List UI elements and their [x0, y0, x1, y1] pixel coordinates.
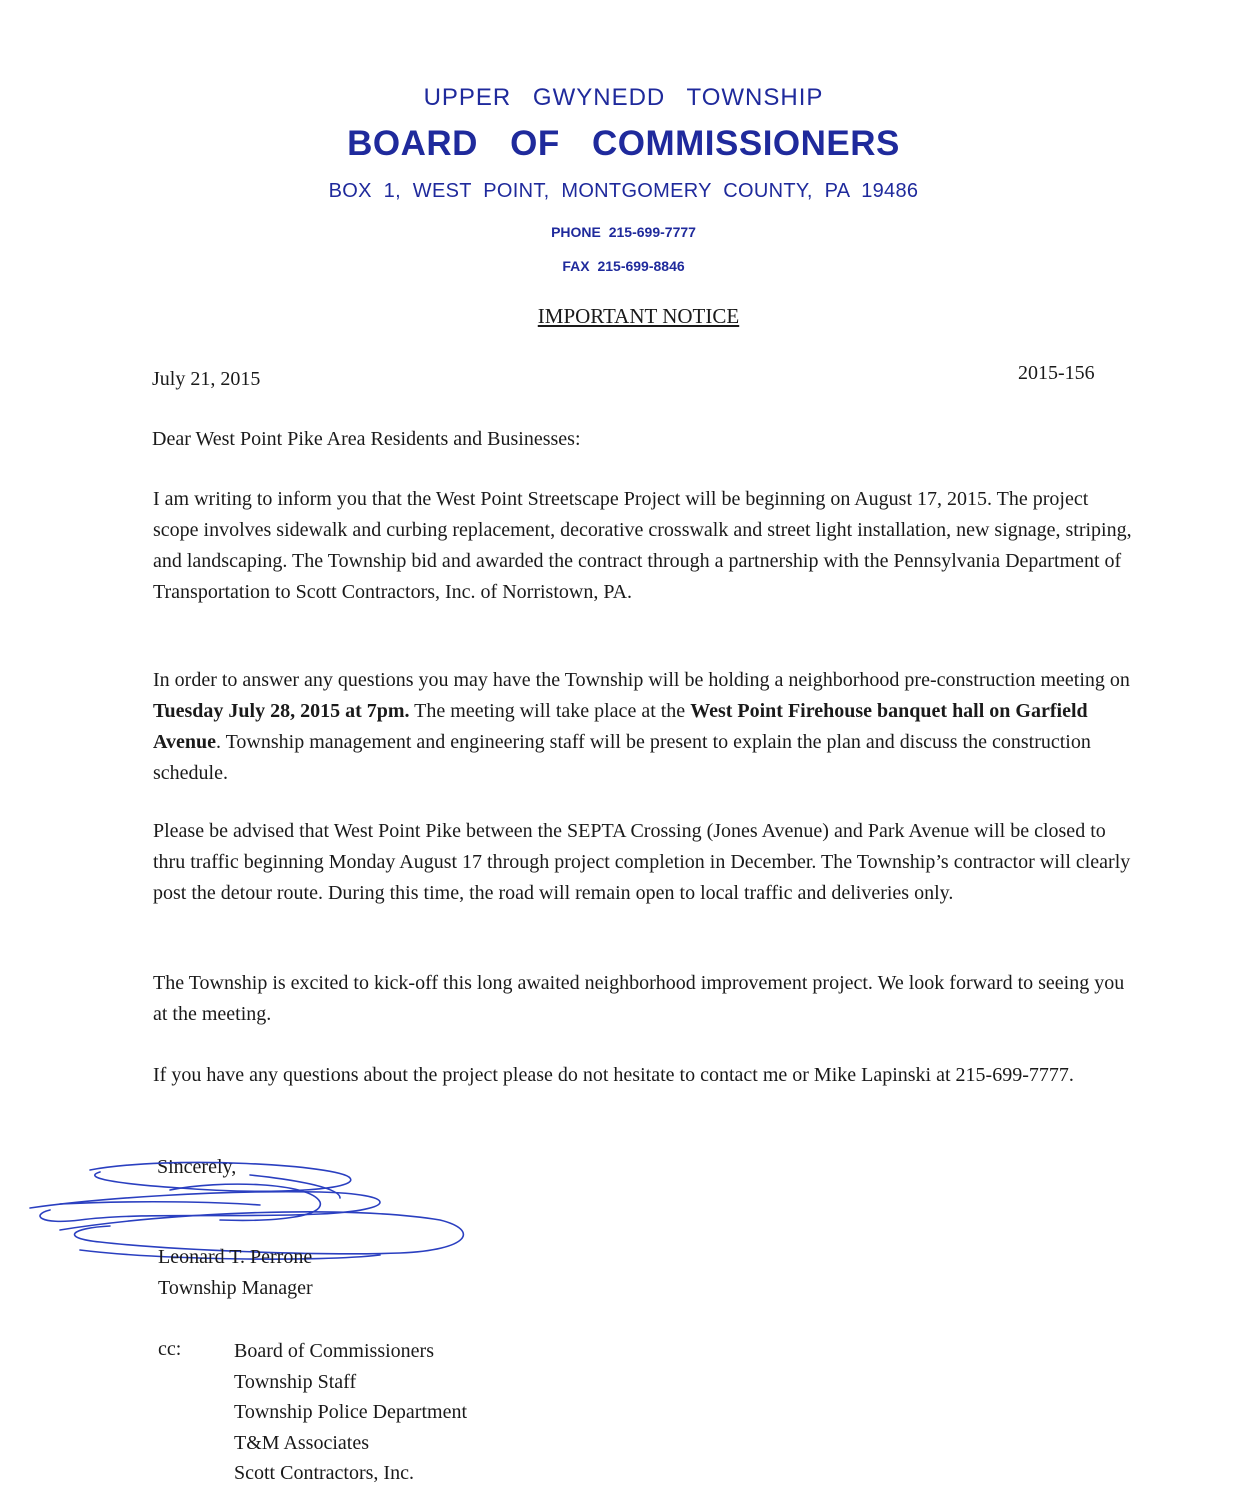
- cc-recipient: Township Staff: [234, 1370, 357, 1393]
- meeting-text-2: The meeting will take place at the: [409, 700, 691, 722]
- cc-recipient: T&M Associates: [234, 1431, 369, 1454]
- meeting-location: West Point Firehouse banquet hall on Garfield Avenue: [153, 700, 1088, 753]
- salutation: Dear West Point Pike Area Residents and Businesses:: [152, 428, 581, 450]
- cc-recipient: Board of Commissioners: [234, 1340, 434, 1362]
- meeting-text-3: . Township management and engineering staff will be present to explain the plan and discuss the construction schedule.: [153, 731, 1091, 784]
- paragraph-project-start: I am writing to inform you that the West Point Streetscape Project will be beginning on August 17, 2015. The project scope involves sidewalk and curbing replacement, decorative crosswalk and street light installation, new signage, striping, and landscaping. The Township bid and awarded the contract through a partnership with the Pennsylvania Department of Transportation to Scott Contractors, Inc. of Norristown, PA.: [153, 488, 1132, 603]
- cc-recipient: Scott Contractors, Inc.: [234, 1462, 414, 1484]
- cc-recipient-list: [234, 1336, 467, 1489]
- reference-number: 2015-156: [1018, 362, 1095, 384]
- paragraph-meeting: [153, 665, 1133, 789]
- paragraph-contact: If you have any questions about the project please do not hesitate to contact me or Mike Lapinski at 215-699-7777.: [153, 1064, 1074, 1086]
- notice-title: [0, 304, 1247, 329]
- cc-label: cc:: [158, 1338, 182, 1360]
- cc-recipient: Township Police Department: [234, 1401, 467, 1423]
- meeting-text-1: In order to answer any questions you may have the Township will be holding a neighborhood pre-construction meeting on: [153, 669, 1130, 691]
- letterhead-address: BOX 1, WEST POINT, MONTGOMERY COUNTY, PA 19486: [328, 180, 919, 202]
- signer-name: Leonard T. Perrone: [158, 1246, 313, 1268]
- paragraph-excitement: The Township is excited to kick-off this long awaited neighborhood improvement project. We look forward to seeing you at the meeting.: [153, 972, 1125, 1025]
- letter-date: July 21, 2015: [152, 368, 261, 390]
- letterhead-phone: PHONE 215-699-7777: [551, 224, 696, 240]
- paragraph-road-closure: Please be advised that West Point Pike between the SEPTA Crossing (Jones Avenue) and Park Avenue will be closed to thru traffic beginning Monday August 17 through project completion in December. The Township’s contractor will clearly post the detour route. During this time, the road will remain open to local traffic and deliveries only.: [153, 820, 1131, 904]
- closing: Sincerely,: [157, 1156, 237, 1178]
- letterhead-board: BOARD OF COMMISSIONERS: [347, 124, 900, 163]
- notice-title-text: IMPORTANT NOTICE: [537, 304, 740, 328]
- letterhead-township: UPPER GWYNEDD TOWNSHIP: [423, 84, 824, 111]
- meeting-datetime: Tuesday July 28, 2015 at 7pm.: [153, 700, 410, 722]
- letterhead-fax: FAX 215-699-8846: [562, 258, 685, 274]
- signer-title: Township Manager: [158, 1277, 313, 1299]
